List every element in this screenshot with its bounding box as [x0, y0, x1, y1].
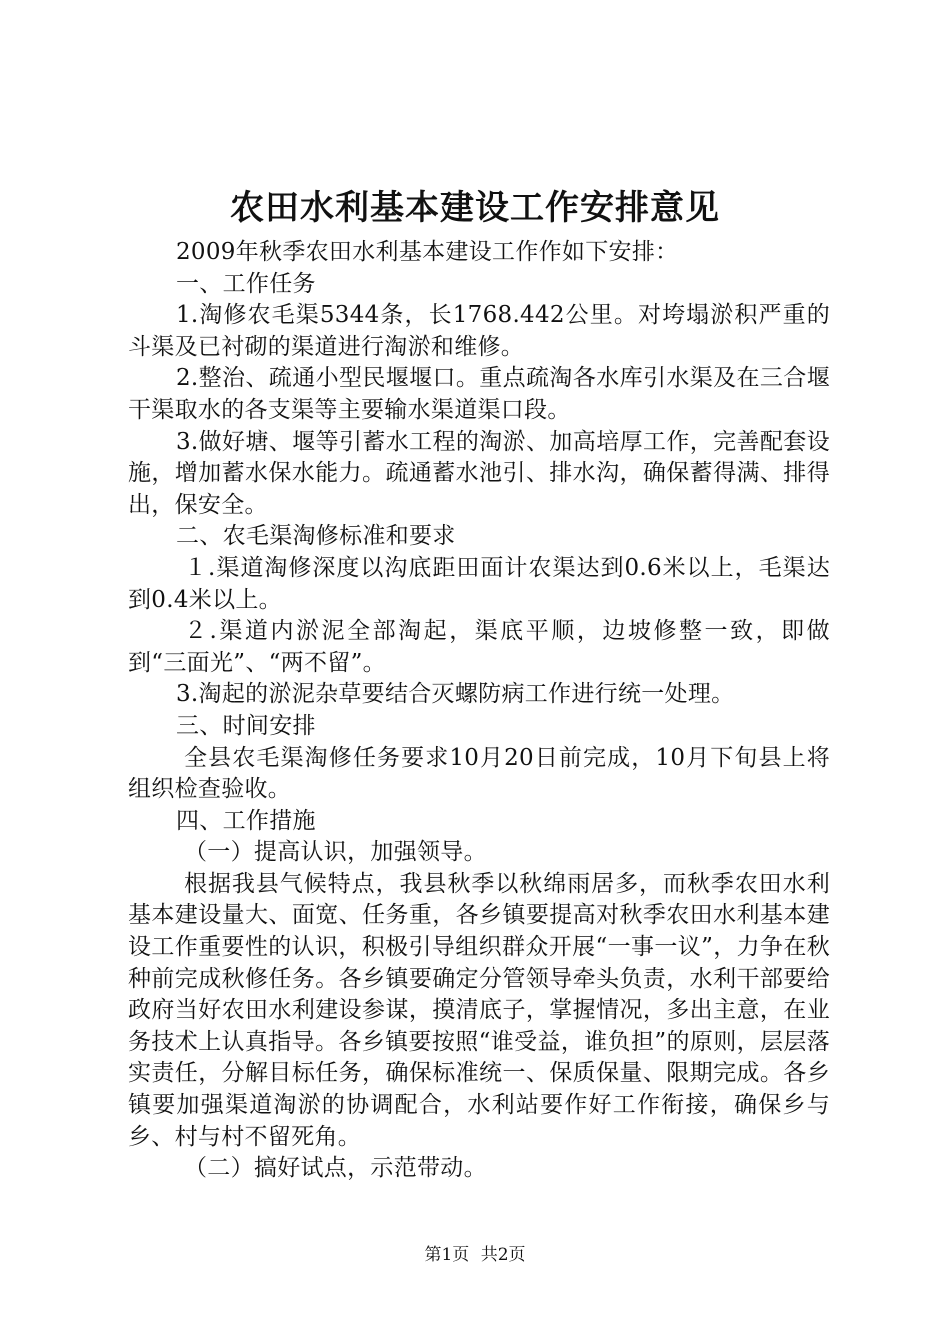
paragraph-standard-1: １.渠道淘修深度以沟底距田面计农渠达到0.6米以上，毛渠达到0.4米以上。 [128, 554, 830, 613]
heading-standards: 二、农毛渠淘修标准和要求 [176, 523, 456, 550]
heading-work-tasks: 一、工作任务 [176, 270, 316, 297]
document-title: 农田水利基本建设工作安排意见 [230, 188, 720, 228]
page-footer [0, 1244, 950, 1266]
subheading-measure-1: （一）提高认识，加强领导。 [184, 839, 487, 866]
heading-measures: 四、工作措施 [176, 807, 316, 834]
page-total: 共2页 [480, 1245, 526, 1265]
paragraph-intro: 2009年秋季农田水利基本建设工作作如下安排： [176, 239, 679, 265]
paragraph-standard-3: 3.淘起的淤泥杂草要结合灭螺防病工作进行统一处理。 [176, 681, 735, 708]
page-number: 第1页 [424, 1245, 470, 1265]
paragraph-measure-1: 根据我县气候特点，我县秋季以秋绵雨居多，而秋季农田水利基本建设量大、面宽、任务重，各乡镇要提高对秋季农田水利基本建设工作重要性的认识，积极引导组织群众开展“一事一议”，力争在秋种前完成秋修任务。各乡镇要确定分管领导牵头负责，水利干部要给政府当好农田水利建设参谋，摸清底子，掌握情况，多出主意，在业务技术上认真指导。各乡镇要按照“谁受益，谁负担”的原则，层层落实责任，分解目标任务，确保标准统一、保质保量、限期完成。各乡镇要加强渠道淘淤的协调配合，水利站要作好工作衔接，确保乡与乡、村与村不留死角。 [128, 870, 830, 1150]
paragraph-task-2: 2.整治、疏通小型民堰堰口。重点疏淘各水库引水渠及在三合堰干渠取水的各支渠等主要输水渠道渠口段。 [128, 365, 830, 423]
paragraph-task-1: 1.淘修农毛渠5344条，长1768.442公里。对垮塌淤积严重的斗渠及已衬砌的渠道进行淘淤和维修。 [128, 302, 830, 360]
paragraph-standard-2: ２.渠道内淤泥全部淘起，渠底平顺，边坡修整一致，即做到“三面光”、“两不留”。 [128, 618, 830, 676]
paragraph-schedule: 全县农毛渠淘修任务要求10月20日前完成，10月下旬县上将组织检查验收。 [128, 744, 830, 803]
heading-schedule: 三、时间安排 [176, 712, 316, 739]
paragraph-task-3: 3.做好塘、堰等引蓄水工程的淘淤、加高培厚工作，完善配套设施，增加蓄水保水能力。疏通蓄水池引、排水沟，确保蓄得满、排得出，保安全。 [128, 428, 830, 518]
subheading-measure-2: （二）搞好试点，示范带动。 [184, 1155, 487, 1182]
document-body [128, 237, 830, 1185]
